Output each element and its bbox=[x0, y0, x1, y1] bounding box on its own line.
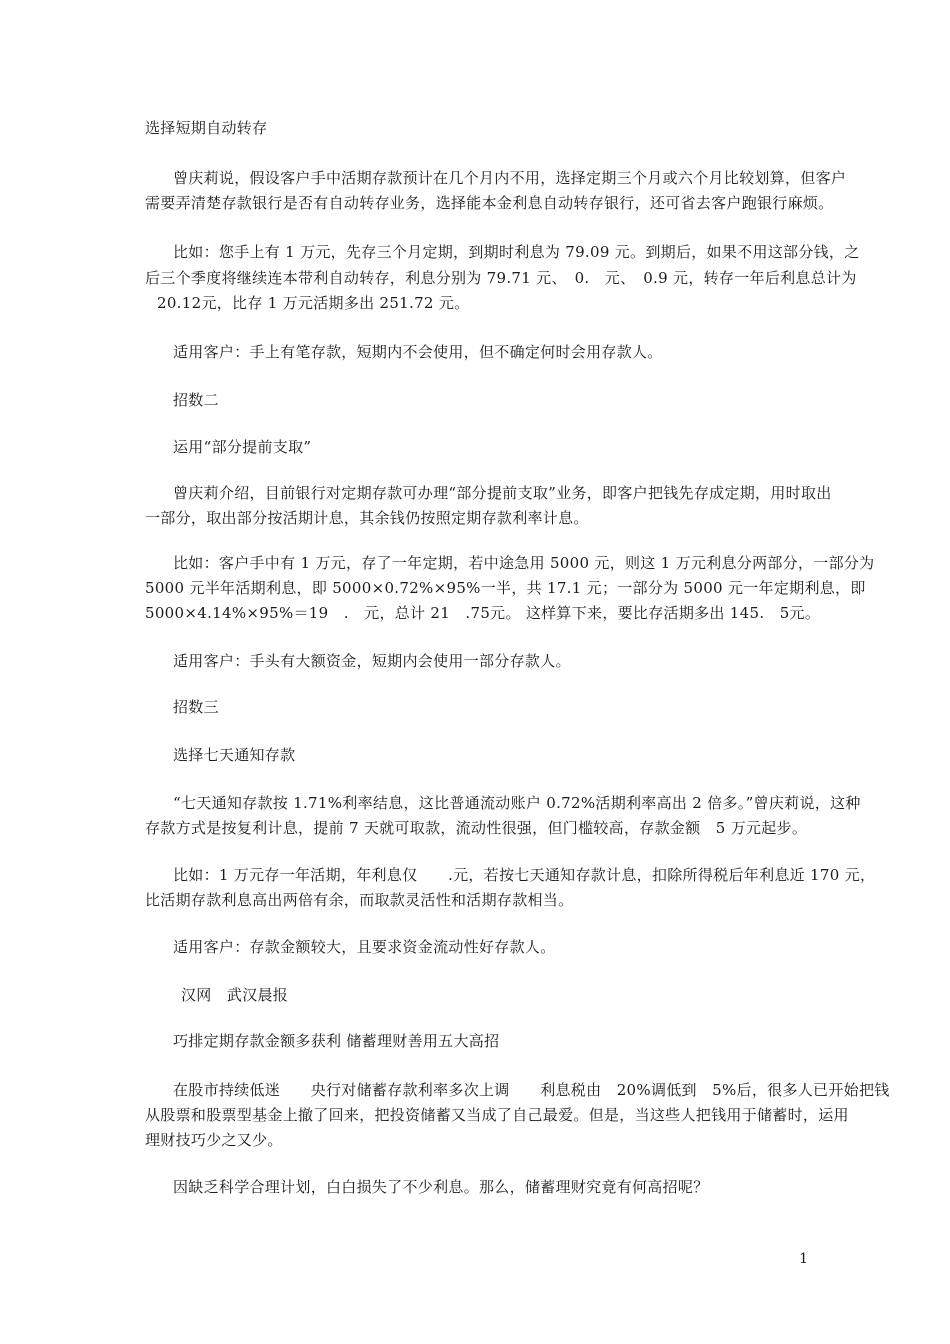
section-heading: 招数二 bbox=[173, 391, 219, 409]
paragraph-line: 曾庆莉介绍，目前银行对定期存款可办理“部分提前支取”业务，即客户把钱先存成定期，用时取出 bbox=[173, 484, 832, 502]
article-title: 巧排定期存款金额多获利 储蓄理财善用五大高招 bbox=[173, 1032, 500, 1050]
section-heading: 选择七天通知存款 bbox=[173, 746, 296, 764]
section-heading: 选择短期自动转存 bbox=[145, 119, 268, 137]
paragraph-line: 比活期存款利息高出两倍有余，而取款灵活性和活期存款相当。 bbox=[145, 891, 574, 909]
paragraph-line: 适用客户：存款金额较大，且要求资金流动性好存款人。 bbox=[173, 938, 556, 956]
paragraph-line: 后三个季度将继续连本带利自动转存，利息分别为 79.71 元、 0. 元、 0.9 元，转存一年后利息总计为 bbox=[145, 269, 857, 287]
paragraph-line: 比如：您手上有 1 万元，先存三个月定期，到期时利息为 79.09 元。到期后，如果不用这部分钱，之 bbox=[173, 243, 860, 261]
section-heading: 招数三 bbox=[173, 698, 219, 716]
paragraph-line: 比如：客户手中有 1 万元，存了一年定期，若中途急用 5000 元，则这 1 万元利息分两部分，一部分为 bbox=[173, 554, 875, 572]
paragraph-line: 20.12元，比存 1 万元活期多出 251.72 元。 bbox=[157, 294, 470, 312]
section-heading: 运用“部分提前支取” bbox=[173, 438, 312, 456]
paragraph-line: 在股市持续低迷 央行对储蓄存款利率多次上调 利息税由 20%调低到 5%后，很多人已开始把钱 bbox=[173, 1081, 890, 1099]
page-number: 1 bbox=[799, 1251, 808, 1267]
source-line: 汉网 武汉晨报 bbox=[181, 986, 289, 1004]
paragraph-line: 5000×4.14%×95%＝19 . 元，总计 21 .75元。 这样算下来，要比存活期多出 145. 5元。 bbox=[145, 604, 821, 622]
paragraph-line: 需要弄清楚存款银行是否有自动转存业务，选择能本金利息自动转存银行，还可省去客户跑银行麻烦。 bbox=[145, 194, 834, 212]
paragraph-line: 从股票和股票型基金上撤了回来，把投资储蓄又当成了自己最爱。但是，当这些人把钱用于储蓄时，运用 bbox=[145, 1106, 849, 1124]
paragraph-line: 因缺乏科学合理计划，白白损失了不少利息。那么，储蓄理财究竟有何高招呢？ bbox=[173, 1178, 709, 1196]
paragraph-line: 存款方式是按复利计息，提前 7 天就可取款，流动性很强，但门槛较高，存款金额 5 万元起步。 bbox=[145, 819, 808, 837]
paragraph-line: 比如：1 万元存一年活期，年利息仅 .元，若按七天通知存款计息，扣除所得税后年利息近 170 元， bbox=[173, 866, 876, 884]
paragraph-line: 曾庆莉说，假设客户手中活期存款预计在几个月内不用，选择定期三个月或六个月比较划算，但客户 bbox=[173, 169, 847, 187]
paragraph-line: 适用客户：手上有笔存款，短期内不会使用，但不确定何时会用存款人。 bbox=[173, 343, 663, 361]
paragraph-line: 5000 元半年活期利息，即 5000×0.72%×95%一半，共 17.1 元；一部分为 5000 元一年定期利息，即 bbox=[145, 579, 866, 597]
paragraph-line: “七天通知存款按 1.71%利率结息，这比普通流动账户 0.72%活期利率高出 2 倍多。”曾庆莉说，这种 bbox=[173, 794, 861, 812]
paragraph-line: 一部分，取出部分按活期计息，其余钱仍按照定期存款利率计息。 bbox=[145, 509, 589, 527]
paragraph-line: 理财技巧少之又少。 bbox=[145, 1131, 283, 1149]
paragraph-line: 适用客户：手头有大额资金，短期内会使用一部分存款人。 bbox=[173, 652, 571, 670]
